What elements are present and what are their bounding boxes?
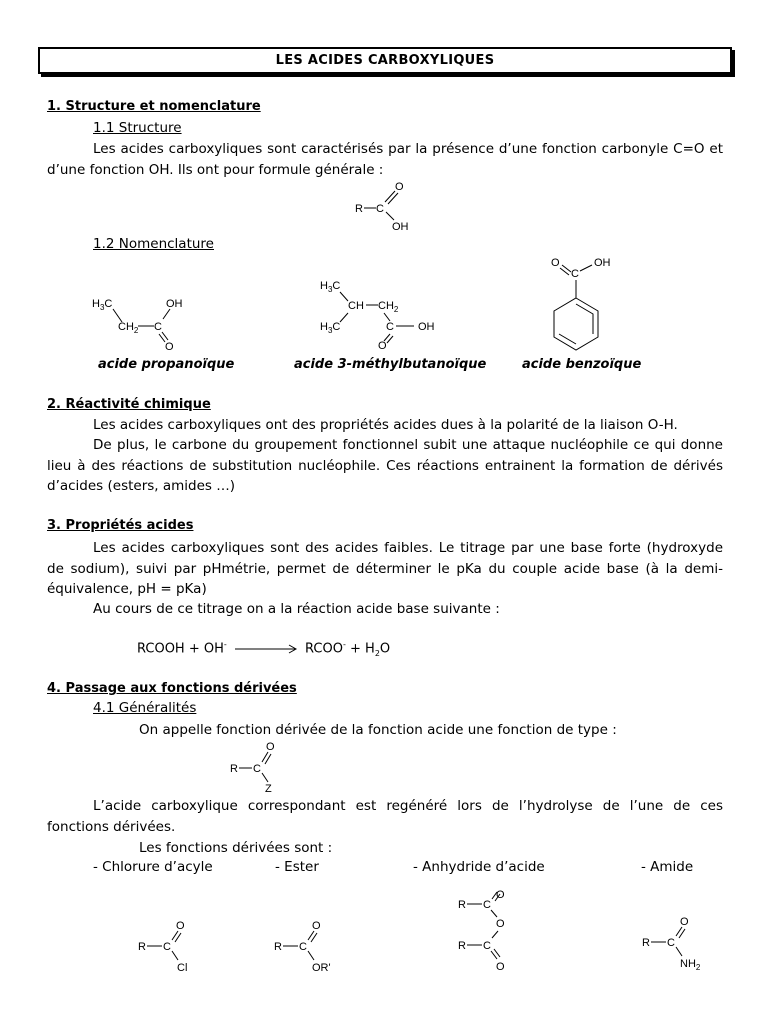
svg-text:O: O <box>680 916 689 928</box>
reactivity-paragraph-1: Les acides carboxyliques ont des propriétés acides dues à la polarité de la liaison O-H. <box>93 417 678 433</box>
svg-text:O: O <box>165 341 174 352</box>
svg-text:OH: OH <box>594 257 611 269</box>
benzoic-acid-structure <box>538 252 628 352</box>
svg-text:O: O <box>496 918 505 930</box>
svg-text:O: O <box>551 257 560 269</box>
titration-intro-paragraph: Au cours de ce titrage on a la réaction acide base suivante : <box>93 601 500 617</box>
svg-text:C: C <box>483 940 491 952</box>
svg-text:C: C <box>154 321 162 333</box>
equation-reactants: RCOOH + OH <box>137 641 224 657</box>
svg-text:C: C <box>386 321 394 333</box>
svg-text:H3C: $H_3C$ <box>320 321 341 335</box>
svg-text:CH2: $CH_2$ <box>378 300 399 314</box>
svg-text:O: O <box>496 961 505 973</box>
svg-text:O: O <box>395 181 404 193</box>
svg-text:R: R <box>642 937 650 949</box>
reaction-arrow-icon <box>231 644 301 654</box>
equation-product-carboxylate: RCOO <box>305 641 343 657</box>
amide-structure <box>636 914 716 974</box>
svg-text:OR': OR' <box>312 962 331 974</box>
3-methylbutanoic-acid-structure <box>314 277 454 353</box>
svg-text:C: C <box>667 937 675 949</box>
svg-text:C: C <box>163 941 171 953</box>
anhydride-label: - Anhydride d’acide <box>413 859 545 875</box>
svg-text:O: O <box>176 920 185 932</box>
subsection-1-2-heading: 1.2 Nomenclature <box>93 236 214 252</box>
acid-properties-paragraph: Les acides carboxyliques sont des acides faibles. Le titrage par une base forte (hydroxyde de sodium), suivi par pHmétrie, permet de déterminer le pKa du couple acide base (à la demi-équivalence, pH = pKa) <box>47 540 723 597</box>
reactivity-paragraph-2: De plus, le carbone du groupement fonctionnel subit une attaque nucléophile ce qui donne lieu à des réactions de substitution nucléophile. Ces réactions entrainent la formation de dérivés d’acides (esters, amides …) <box>47 437 723 494</box>
subsection-1-1-heading: 1.1 Structure <box>93 120 182 136</box>
svg-text:R: R <box>138 941 146 953</box>
ester-label: - Ester <box>275 859 319 875</box>
svg-text:OH: OH <box>418 321 435 333</box>
derived-function-general-structure <box>224 740 284 796</box>
section-4-heading: 4. Passage aux fonctions dérivées <box>47 681 297 696</box>
svg-text:C: C <box>299 941 307 953</box>
svg-text:CH2: $CH_2$ <box>118 321 139 335</box>
section-3-heading: 3. Propriétés acides <box>47 518 194 533</box>
acyl-chloride-structure <box>132 918 202 976</box>
propanoic-acid-name: acide propanoïque <box>98 357 235 372</box>
svg-text:OH: OH <box>166 298 183 310</box>
acyl-chloride-label: - Chlorure d’acyle <box>93 859 213 875</box>
svg-text:R: R <box>355 203 363 215</box>
structure-paragraph: Les acides carboxyliques sont caractérisés par la présence d’une fonction carbonyle C=O et d’une fonction OH. Ils ont pour formule générale : <box>47 141 723 178</box>
acid-base-equation: RCOOH + OH- RCOO- + $H_2O$ <box>137 640 391 658</box>
svg-text:Cl: Cl <box>177 962 188 974</box>
svg-text:OH: OH <box>392 221 409 233</box>
equation-product-water: + H <box>350 641 375 657</box>
derived-function-paragraph: On appelle fonction dérivée de la fonction acide une fonction de type : <box>139 722 617 738</box>
svg-text:H3C: $H_3C$ <box>92 298 113 312</box>
svg-text:C: C <box>571 268 579 280</box>
derived-functions-intro: Les fonctions dérivées sont : <box>139 840 333 856</box>
svg-text:NH2: $NH_2$ <box>680 958 701 972</box>
svg-text:O: O <box>378 340 387 352</box>
hydrolysis-paragraph: L’acide carboxylique correspondant est regénéré lors de l’hydrolyse de l’une de ces fonctions dérivées. <box>47 798 723 835</box>
svg-text:O: O <box>266 741 275 753</box>
svg-text:R: R <box>230 763 238 775</box>
svg-text:C: C <box>483 899 491 911</box>
svg-text:O: O <box>312 920 321 932</box>
general-formula-structure <box>350 178 420 234</box>
subsection-4-1-heading: 4.1 Généralités <box>93 700 197 716</box>
benzoic-acid-name: acide benzoïque <box>522 357 642 372</box>
svg-text:R: R <box>458 940 466 952</box>
svg-text:C: C <box>253 763 261 775</box>
ester-structure <box>268 918 348 976</box>
3-methylbutanoic-acid-name: acide 3-méthylbutanoïque <box>294 357 487 372</box>
svg-text:R: R <box>274 941 282 953</box>
amide-label: - Amide <box>641 859 694 875</box>
svg-text:C: C <box>376 203 384 215</box>
svg-text:CH: CH <box>348 300 364 312</box>
section-1-heading: 1. Structure et nomenclature <box>47 99 261 114</box>
svg-text:H3C: $H_3C$ <box>320 280 341 294</box>
anhydride-structure <box>452 890 532 976</box>
svg-text:R: R <box>458 899 466 911</box>
page-title: LES ACIDES CARBOXYLIQUES <box>38 47 732 74</box>
svg-text:O: O <box>496 890 505 901</box>
svg-text:Z: Z <box>265 783 272 795</box>
section-2-heading: 2. Réactivité chimique <box>47 397 211 412</box>
propanoic-acid-structure <box>88 292 198 352</box>
